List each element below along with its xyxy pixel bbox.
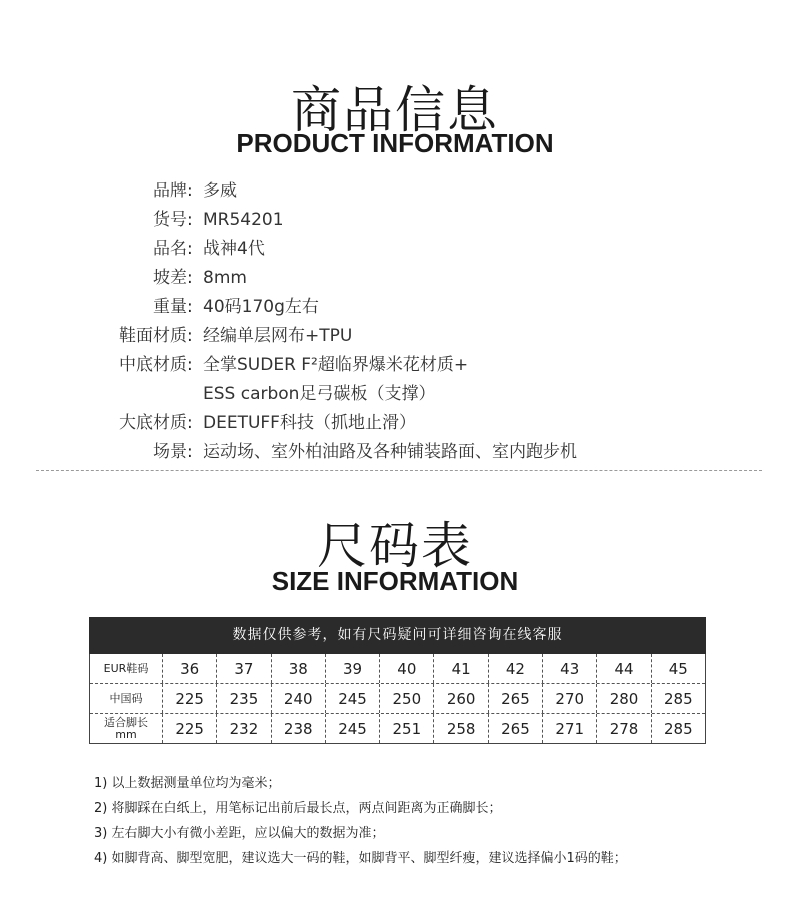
info-label: 场景	[153, 442, 187, 462]
info-row-name	[0, 235, 790, 264]
info-colon: :	[187, 442, 193, 462]
info-colon: :	[187, 268, 193, 288]
info-row-upper	[0, 322, 790, 351]
size-cell: 37	[216, 654, 270, 683]
size-cell: 251	[379, 714, 433, 743]
size-cell: 40	[379, 654, 433, 683]
info-value: 40码170g左右	[203, 297, 319, 317]
section-divider	[36, 470, 762, 471]
size-row-label	[90, 654, 162, 683]
size-cell: 225	[162, 714, 216, 743]
size-cell: 232	[216, 714, 270, 743]
info-colon: :	[187, 413, 193, 433]
info-value: 运动场、室外柏油路及各种铺装路面、室内跑步机	[203, 442, 577, 462]
info-row-midsole	[0, 351, 790, 380]
size-cell: 44	[596, 654, 650, 683]
size-cell: 278	[596, 714, 650, 743]
size-cell: 245	[325, 684, 379, 713]
info-value: 8mm	[203, 268, 247, 288]
info-value: DEETUFF科技（抓地止滑）	[203, 413, 416, 433]
size-info-title-en: SIZE INFORMATION	[271, 566, 519, 596]
size-cell: 285	[651, 714, 705, 743]
size-cell: 285	[651, 684, 705, 713]
info-colon: :	[187, 210, 193, 230]
size-cell: 265	[488, 684, 542, 713]
info-label: 品名	[153, 239, 187, 259]
notes-list	[94, 771, 774, 871]
note-item: 1) 以上数据测量单位均为毫米；	[94, 776, 281, 791]
note-item: 2) 将脚踩在白纸上，用笔标记出前后最长点，两点间距离为正确脚长；	[94, 801, 502, 816]
info-value: 全掌SUDER F²超临界爆米花材质+	[203, 355, 469, 375]
size-grid	[89, 654, 706, 744]
size-table-row	[90, 714, 705, 743]
size-row-label-text: EUR鞋码	[103, 661, 149, 675]
product-info-title-cn: 商品信息	[291, 81, 499, 139]
info-label: 鞋面材质	[119, 326, 187, 346]
info-colon: :	[187, 355, 193, 375]
size-row-label	[90, 714, 162, 743]
info-row-drop	[0, 264, 790, 293]
info-label: 货号	[153, 210, 187, 230]
note-item: 3) 左右脚大小有微小差距，应以偏大的数据为准；	[94, 826, 385, 841]
size-table-header: 数据仅供参考，如有尺码疑问可详细咨询在线客服	[89, 617, 706, 654]
info-label: 坡差	[153, 268, 187, 288]
size-cell: 43	[542, 654, 596, 683]
size-row-label-unit: mm	[115, 727, 137, 741]
info-value: 多威	[203, 181, 237, 201]
info-value-continuation: ESS carbon足弓碳板（支撑）	[203, 384, 436, 404]
size-cell: 270	[542, 684, 596, 713]
size-info-title-cn: 尺码表	[317, 517, 473, 575]
size-cell: 235	[216, 684, 270, 713]
product-info-title-en: PRODUCT INFORMATION	[236, 128, 554, 158]
size-cell: 265	[488, 714, 542, 743]
size-cell: 250	[379, 684, 433, 713]
info-value: 经编单层网布+TPU	[203, 326, 353, 346]
info-label: 大底材质	[119, 413, 187, 433]
size-row-label	[90, 684, 162, 713]
size-row-label-text: 中国码	[109, 691, 143, 705]
info-row-sku	[0, 206, 790, 235]
product-info-list	[0, 177, 790, 467]
size-cell: 36	[162, 654, 216, 683]
size-table-row	[90, 654, 705, 684]
size-cell: 38	[271, 654, 325, 683]
size-table	[89, 617, 706, 744]
info-label: 中底材质	[119, 355, 187, 375]
size-cell: 41	[433, 654, 487, 683]
size-cell: 271	[542, 714, 596, 743]
size-row-label-text: 适合脚长	[104, 715, 148, 729]
size-cell: 245	[325, 714, 379, 743]
info-label: 重量	[153, 297, 187, 317]
size-cell: 39	[325, 654, 379, 683]
info-row-brand	[0, 177, 790, 206]
size-cell: 45	[651, 654, 705, 683]
info-row-outsole	[0, 409, 790, 438]
size-cell: 258	[433, 714, 487, 743]
info-colon: :	[187, 181, 193, 201]
info-colon: :	[187, 326, 193, 346]
info-value: 战神4代	[203, 239, 265, 259]
info-row-scene	[0, 438, 790, 467]
size-cell: 240	[271, 684, 325, 713]
size-cell: 225	[162, 684, 216, 713]
info-label: 品牌	[153, 181, 187, 201]
info-colon: :	[187, 239, 193, 259]
info-colon: :	[187, 297, 193, 317]
note-item: 4) 如脚背高、脚型宽肥，建议选大一码的鞋，如脚背平、脚型纤瘦，建议选择偏小1码的鞋；	[94, 851, 627, 866]
size-cell: 260	[433, 684, 487, 713]
size-cell: 238	[271, 714, 325, 743]
info-row-weight	[0, 293, 790, 322]
size-table-row	[90, 684, 705, 714]
info-value: MR54201	[203, 210, 284, 230]
size-cell: 280	[596, 684, 650, 713]
size-cell: 42	[488, 654, 542, 683]
